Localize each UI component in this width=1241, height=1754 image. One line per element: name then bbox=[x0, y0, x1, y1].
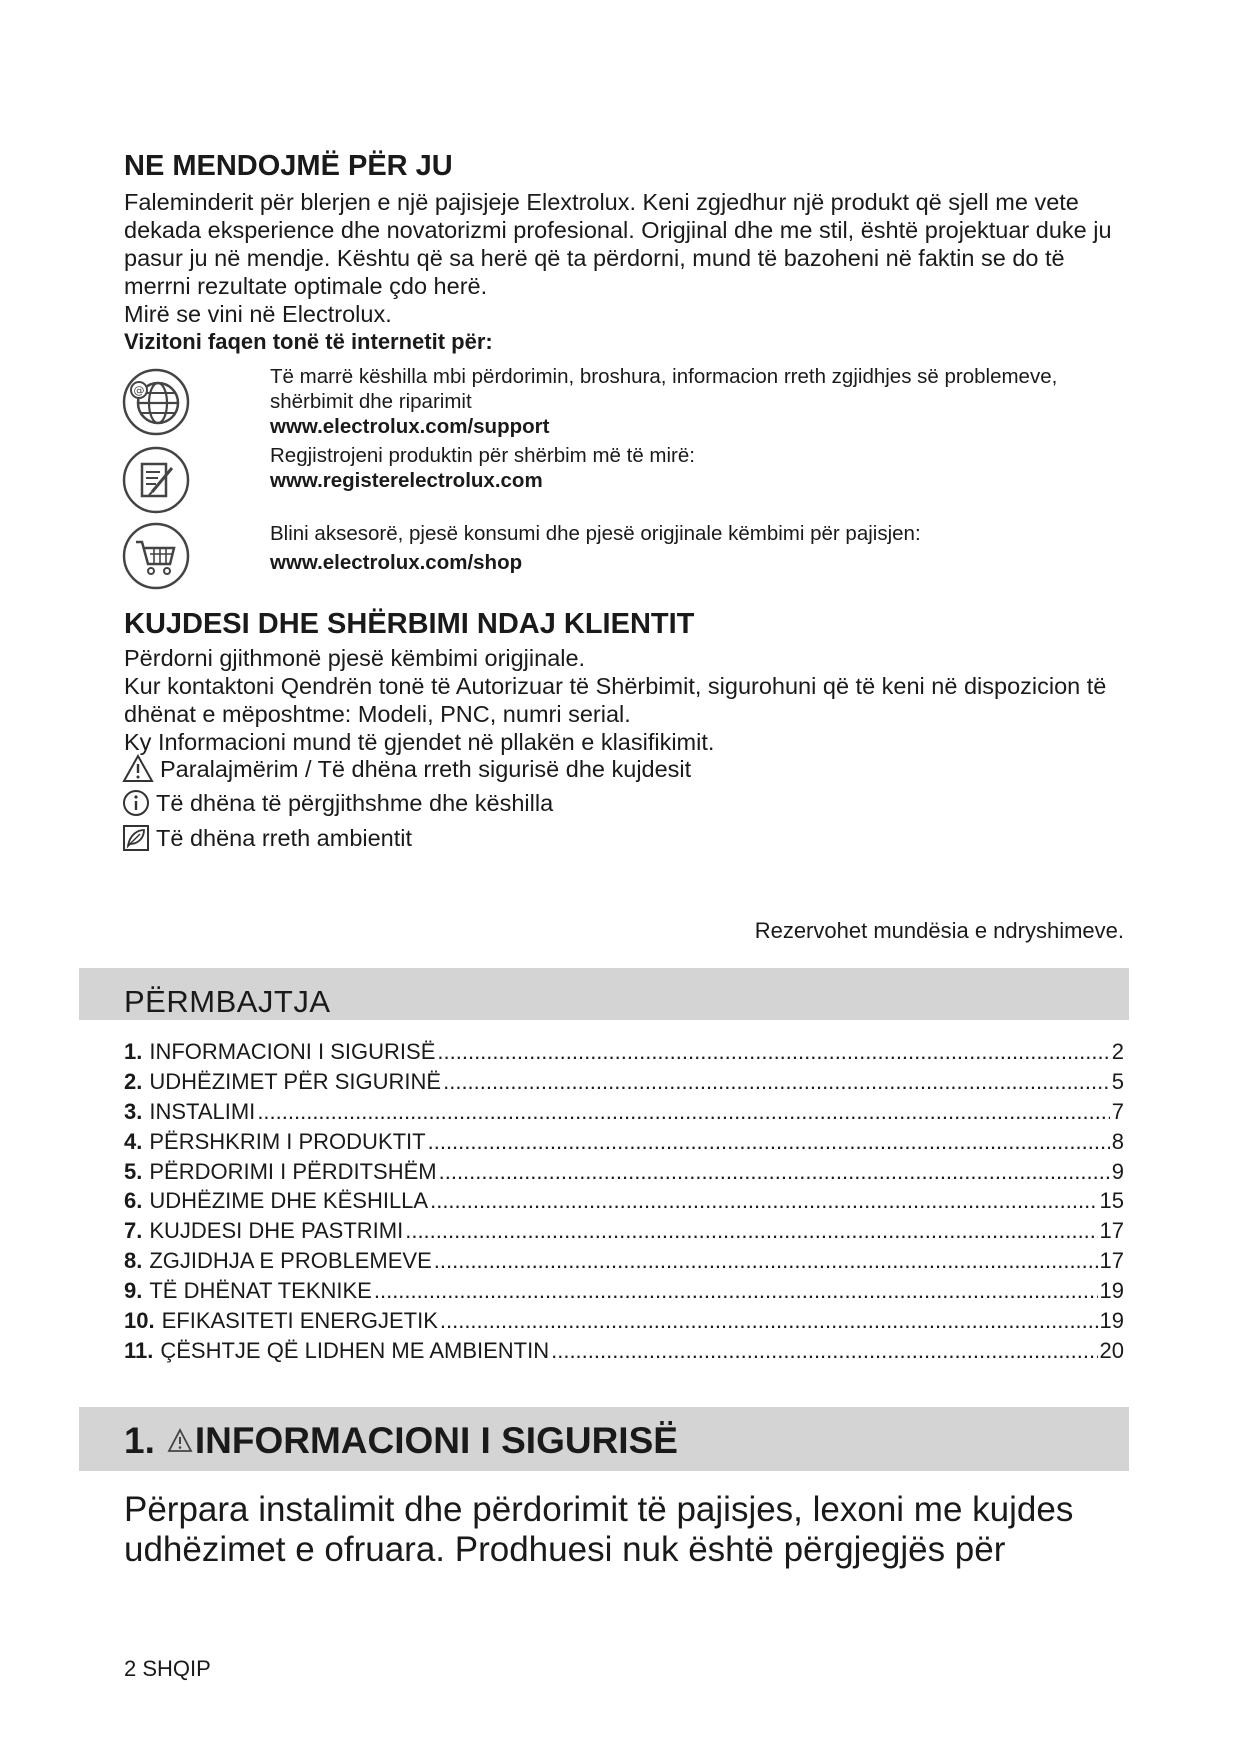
toc-item[interactable] bbox=[124, 1278, 1124, 1308]
toc-item-page: 15 bbox=[1099, 1188, 1124, 1214]
toc-item-page: 7 bbox=[1111, 1098, 1124, 1124]
toc-item[interactable] bbox=[124, 1159, 1124, 1189]
toc-item-page: 19 bbox=[1099, 1308, 1124, 1334]
welcome-text: Mirë se vini në Electrolux. bbox=[124, 301, 392, 327]
section1-title-text: INFORMACIONI I SIGURISË bbox=[194, 1420, 678, 1461]
toc-item[interactable] bbox=[124, 1069, 1124, 1099]
toc-dot-leader bbox=[405, 1218, 1097, 1244]
care-line-3: Ky Informacioni mund të gjendet në pllakën e klasifikimit. bbox=[124, 729, 715, 755]
section1-text: Përpara instalimit dhe përdorimit të pajisjes, lexoni me kujdes udhëzimet e ofruara. Prodhuesi nuk është përgjegjës për bbox=[124, 1490, 1074, 1569]
toc-item-page: 2 bbox=[1111, 1039, 1124, 1064]
toc-dot-leader bbox=[437, 1039, 1109, 1065]
page-footer: 2 SHQIP bbox=[124, 1656, 211, 1681]
toc-item-page: 9 bbox=[1111, 1158, 1124, 1184]
toc-item-page: 19 bbox=[1099, 1278, 1124, 1304]
customer-care-section bbox=[124, 644, 1134, 756]
customer-care-title: KUJDESI DHE SHËRBIMI NDAJ KLIENTIT bbox=[124, 608, 695, 640]
toc-item[interactable] bbox=[124, 1218, 1124, 1248]
info-icon bbox=[122, 789, 150, 817]
svg-text:@: @ bbox=[133, 384, 145, 397]
page-title: NE MENDOJMË PËR JU bbox=[124, 150, 453, 182]
legend-environment-label: Të dhëna rreth ambientit bbox=[156, 824, 413, 851]
care-line-2: Kur kontaktoni Qendrën tonë të Autorizuar të Shërbimit, sigurohuni që të keni në dispozicion të dhënat e mëposhtme: Modeli, PNC, numri serial. bbox=[124, 673, 1107, 727]
toc-item[interactable] bbox=[124, 1039, 1124, 1069]
toc-item-label: PËRSHKRIM I PRODUKTIT bbox=[149, 1128, 426, 1154]
toc-item-number: 1. bbox=[124, 1039, 143, 1064]
toc-item-page: 20 bbox=[1099, 1337, 1124, 1363]
support-link-block bbox=[270, 364, 1130, 439]
legend-warning bbox=[122, 754, 691, 784]
toc-item-page: 17 bbox=[1099, 1248, 1124, 1274]
toc-item-number: 5. bbox=[124, 1158, 143, 1184]
legend-warning-label: Paralajmërim / Të dhëna rreth sigurisë dhe kujdesit bbox=[160, 755, 692, 782]
intro-paragraph: Faleminderit për blerjen e një pajisjeje Elextrolux. Keni zgjedhur një produkt që sjell me vete dekada eksperience dhe novatorizmi profesional. Origjinal dhe me stil, është projektuar duke ju pasur ju në mendje. Kështu që sa herë që ta përdorni, mund të bazoheni në faktin se do të merrni rezultate optimale çdo herë. bbox=[124, 189, 1112, 299]
toc-item[interactable] bbox=[124, 1248, 1124, 1278]
toc-item-label: UDHËZIME DHE KËSHILLA bbox=[149, 1188, 429, 1214]
intro-section bbox=[124, 188, 1134, 356]
warning-icon bbox=[122, 754, 154, 784]
toc-item-label: EFIKASITETI ENERGJETIK bbox=[161, 1308, 438, 1334]
register-description: Regjistrojeni produktin për shërbim më të mirë: bbox=[270, 444, 695, 467]
toc-item[interactable] bbox=[124, 1129, 1124, 1159]
register-icon bbox=[122, 446, 190, 514]
toc-item[interactable] bbox=[124, 1099, 1124, 1129]
toc-dot-leader bbox=[551, 1338, 1097, 1364]
toc-title: PËRMBAJTJA bbox=[124, 984, 331, 1019]
toc-item-number: 9. bbox=[124, 1278, 143, 1304]
toc-dot-leader bbox=[443, 1069, 1110, 1095]
legend-info-label: Të dhëna të përgjithshme dhe këshilla bbox=[156, 789, 554, 816]
toc-item-label: INSTALIMI bbox=[149, 1098, 256, 1124]
table-of-contents bbox=[124, 1039, 1124, 1368]
toc-item-label: KUJDESI DHE PASTRIMI bbox=[149, 1218, 404, 1244]
toc-item-label: ÇËSHTJE QË LIDHEN ME AMBIENTIN bbox=[160, 1337, 550, 1363]
toc-item-label: TË DHËNAT TEKNIKE bbox=[149, 1278, 372, 1304]
care-line-1: Përdorni gjithmonë pjesë këmbimi origjinale. bbox=[124, 645, 586, 671]
support-description: Të marrë këshilla mbi përdorimin, broshura, informacion rreth zgjidhjes së problemeve, shërbimit dhe riparimit bbox=[270, 365, 1058, 413]
register-url[interactable]: www.registerelectrolux.com bbox=[270, 469, 543, 492]
warning-icon bbox=[167, 1428, 193, 1454]
section1-title bbox=[124, 1420, 678, 1462]
toc-item-page: 17 bbox=[1099, 1218, 1124, 1244]
shop-link-block bbox=[270, 521, 1130, 575]
toc-dot-leader bbox=[374, 1278, 1098, 1304]
globe-icon bbox=[122, 368, 190, 436]
visit-label: Vizitoni faqen tonë të internetit për: bbox=[124, 329, 493, 354]
toc-item-number: 7. bbox=[124, 1218, 143, 1244]
support-url[interactable]: www.electrolux.com/support bbox=[270, 415, 550, 438]
toc-item[interactable] bbox=[124, 1308, 1124, 1338]
toc-dot-leader bbox=[440, 1308, 1098, 1334]
shop-url[interactable]: www.electrolux.com/shop bbox=[270, 551, 523, 574]
toc-item-label: UDHËZIMET PËR SIGURINË bbox=[149, 1068, 442, 1094]
reserved-note: Rezervohet mundësia e ndryshimeve. bbox=[754, 918, 1124, 943]
cart-icon bbox=[122, 522, 190, 590]
toc-item-page: 5 bbox=[1111, 1068, 1124, 1094]
leaf-icon bbox=[122, 824, 150, 852]
register-link-block bbox=[270, 443, 1130, 493]
toc-item[interactable] bbox=[124, 1338, 1124, 1368]
toc-dot-leader bbox=[428, 1129, 1110, 1155]
toc-item-number: 8. bbox=[124, 1248, 143, 1274]
toc-dot-leader bbox=[257, 1099, 1109, 1125]
toc-dot-leader bbox=[434, 1248, 1098, 1274]
toc-item-number: 6. bbox=[124, 1188, 143, 1214]
toc-item-label: PËRDORIMI I PËRDITSHËM bbox=[149, 1158, 437, 1184]
toc-dot-leader bbox=[430, 1188, 1097, 1214]
toc-item-page: 8 bbox=[1111, 1128, 1124, 1154]
toc-item-number: 4. bbox=[124, 1128, 143, 1154]
legend-environment bbox=[122, 824, 412, 852]
legend-info bbox=[122, 789, 553, 817]
toc-item-number: 11. bbox=[124, 1337, 154, 1363]
toc-dot-leader bbox=[439, 1159, 1110, 1185]
toc-item-number: 2. bbox=[124, 1068, 143, 1094]
toc-item-number: 10. bbox=[124, 1308, 155, 1334]
toc-item-label: ZGJIDHJA E PROBLEMEVE bbox=[149, 1248, 432, 1274]
toc-item-label: INFORMACIONI I SIGURISË bbox=[149, 1039, 436, 1064]
section1-number: 1. bbox=[124, 1420, 155, 1461]
toc-item[interactable] bbox=[124, 1188, 1124, 1218]
toc-item-number: 3. bbox=[124, 1098, 143, 1124]
shop-description: Blini aksesorë, pjesë konsumi dhe pjesë origjinale këmbimi për pajisjen: bbox=[270, 522, 921, 545]
